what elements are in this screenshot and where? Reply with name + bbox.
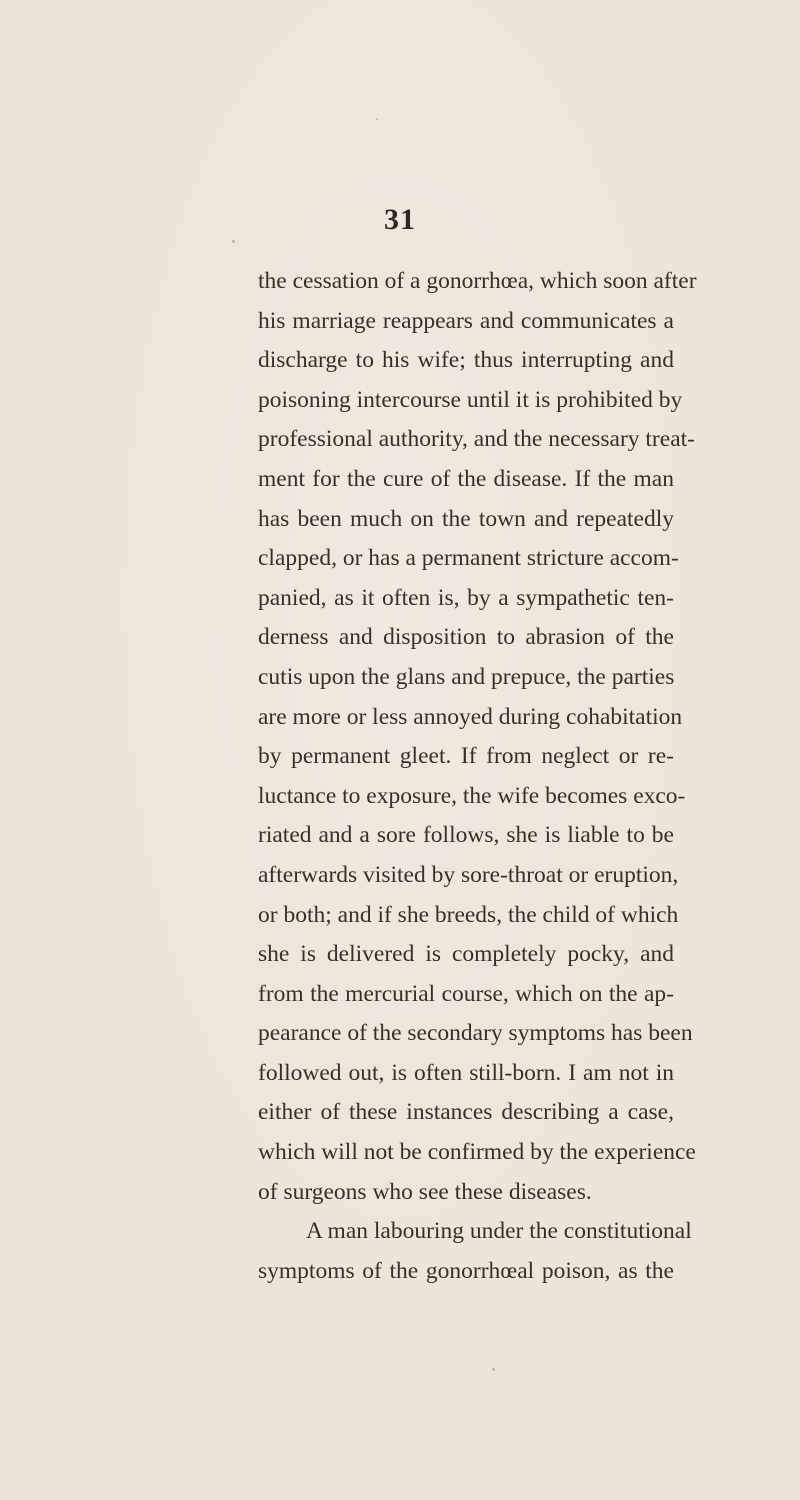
body-text: [258, 262, 697, 1291]
text-line: panied, as it often is, by a sympathetic ten-: [258, 584, 674, 611]
text-line: clapped, or has a permanent stricture accom-: [258, 545, 679, 572]
paragraph-1: [258, 262, 697, 1212]
page-number: 31: [384, 203, 416, 236]
text-line: from the mercurial course, which on the ap-: [258, 980, 674, 1007]
text-line: of surgeons who see these diseases.: [258, 1178, 592, 1205]
text-line: professional authority, and the necessary treat-: [258, 426, 695, 453]
text-line: his marriage reappears and communicates a: [258, 307, 674, 334]
text-line: by permanent gleet. If from neglect or re-: [258, 743, 674, 770]
text-line: has been much on the town and repeatedly: [258, 505, 674, 532]
text-line: cutis upon the glans and prepuce, the parties: [258, 663, 675, 690]
text-line: discharge to his wife; thus interrupting and: [258, 347, 674, 374]
paragraph-2: [258, 1212, 692, 1291]
text-line: pearance of the secondary symptoms has been: [258, 1020, 693, 1047]
text-line: either of these instances describing a case,: [258, 1099, 674, 1126]
text-line: are more or less annoyed during cohabitation: [258, 703, 683, 730]
text-line: she is delivered is completely pocky, and: [258, 941, 674, 968]
text-line: luctance to exposure, the wife becomes exco-: [258, 782, 686, 809]
text-line: ment for the cure of the disease. If the man: [258, 465, 674, 492]
text-line: followed out, is often still-born. I am not in: [258, 1059, 674, 1086]
text-line: poisoning intercourse until it is prohibited by: [258, 386, 683, 413]
paper-speck: [492, 1368, 495, 1371]
text-line: derness and disposition to abrasion of the: [258, 624, 674, 651]
text-line: which will not be confirmed by the experience: [258, 1139, 696, 1166]
text-line: riated and a sore follows, she is liable to be: [258, 822, 674, 849]
paper-speck: [376, 118, 378, 120]
text-line: symptoms of the gonorrhœal poison, as the: [258, 1257, 674, 1284]
text-line: afterwards visited by sore-throat or eruption,: [258, 861, 679, 888]
paper-speck: [232, 240, 235, 243]
text-line: or both; and if she breeds, the child of which: [258, 901, 679, 928]
text-line: the cessation of a gonorrhœa, which soon after: [258, 268, 697, 294]
text-line: A man labouring under the constitutional: [306, 1218, 692, 1245]
